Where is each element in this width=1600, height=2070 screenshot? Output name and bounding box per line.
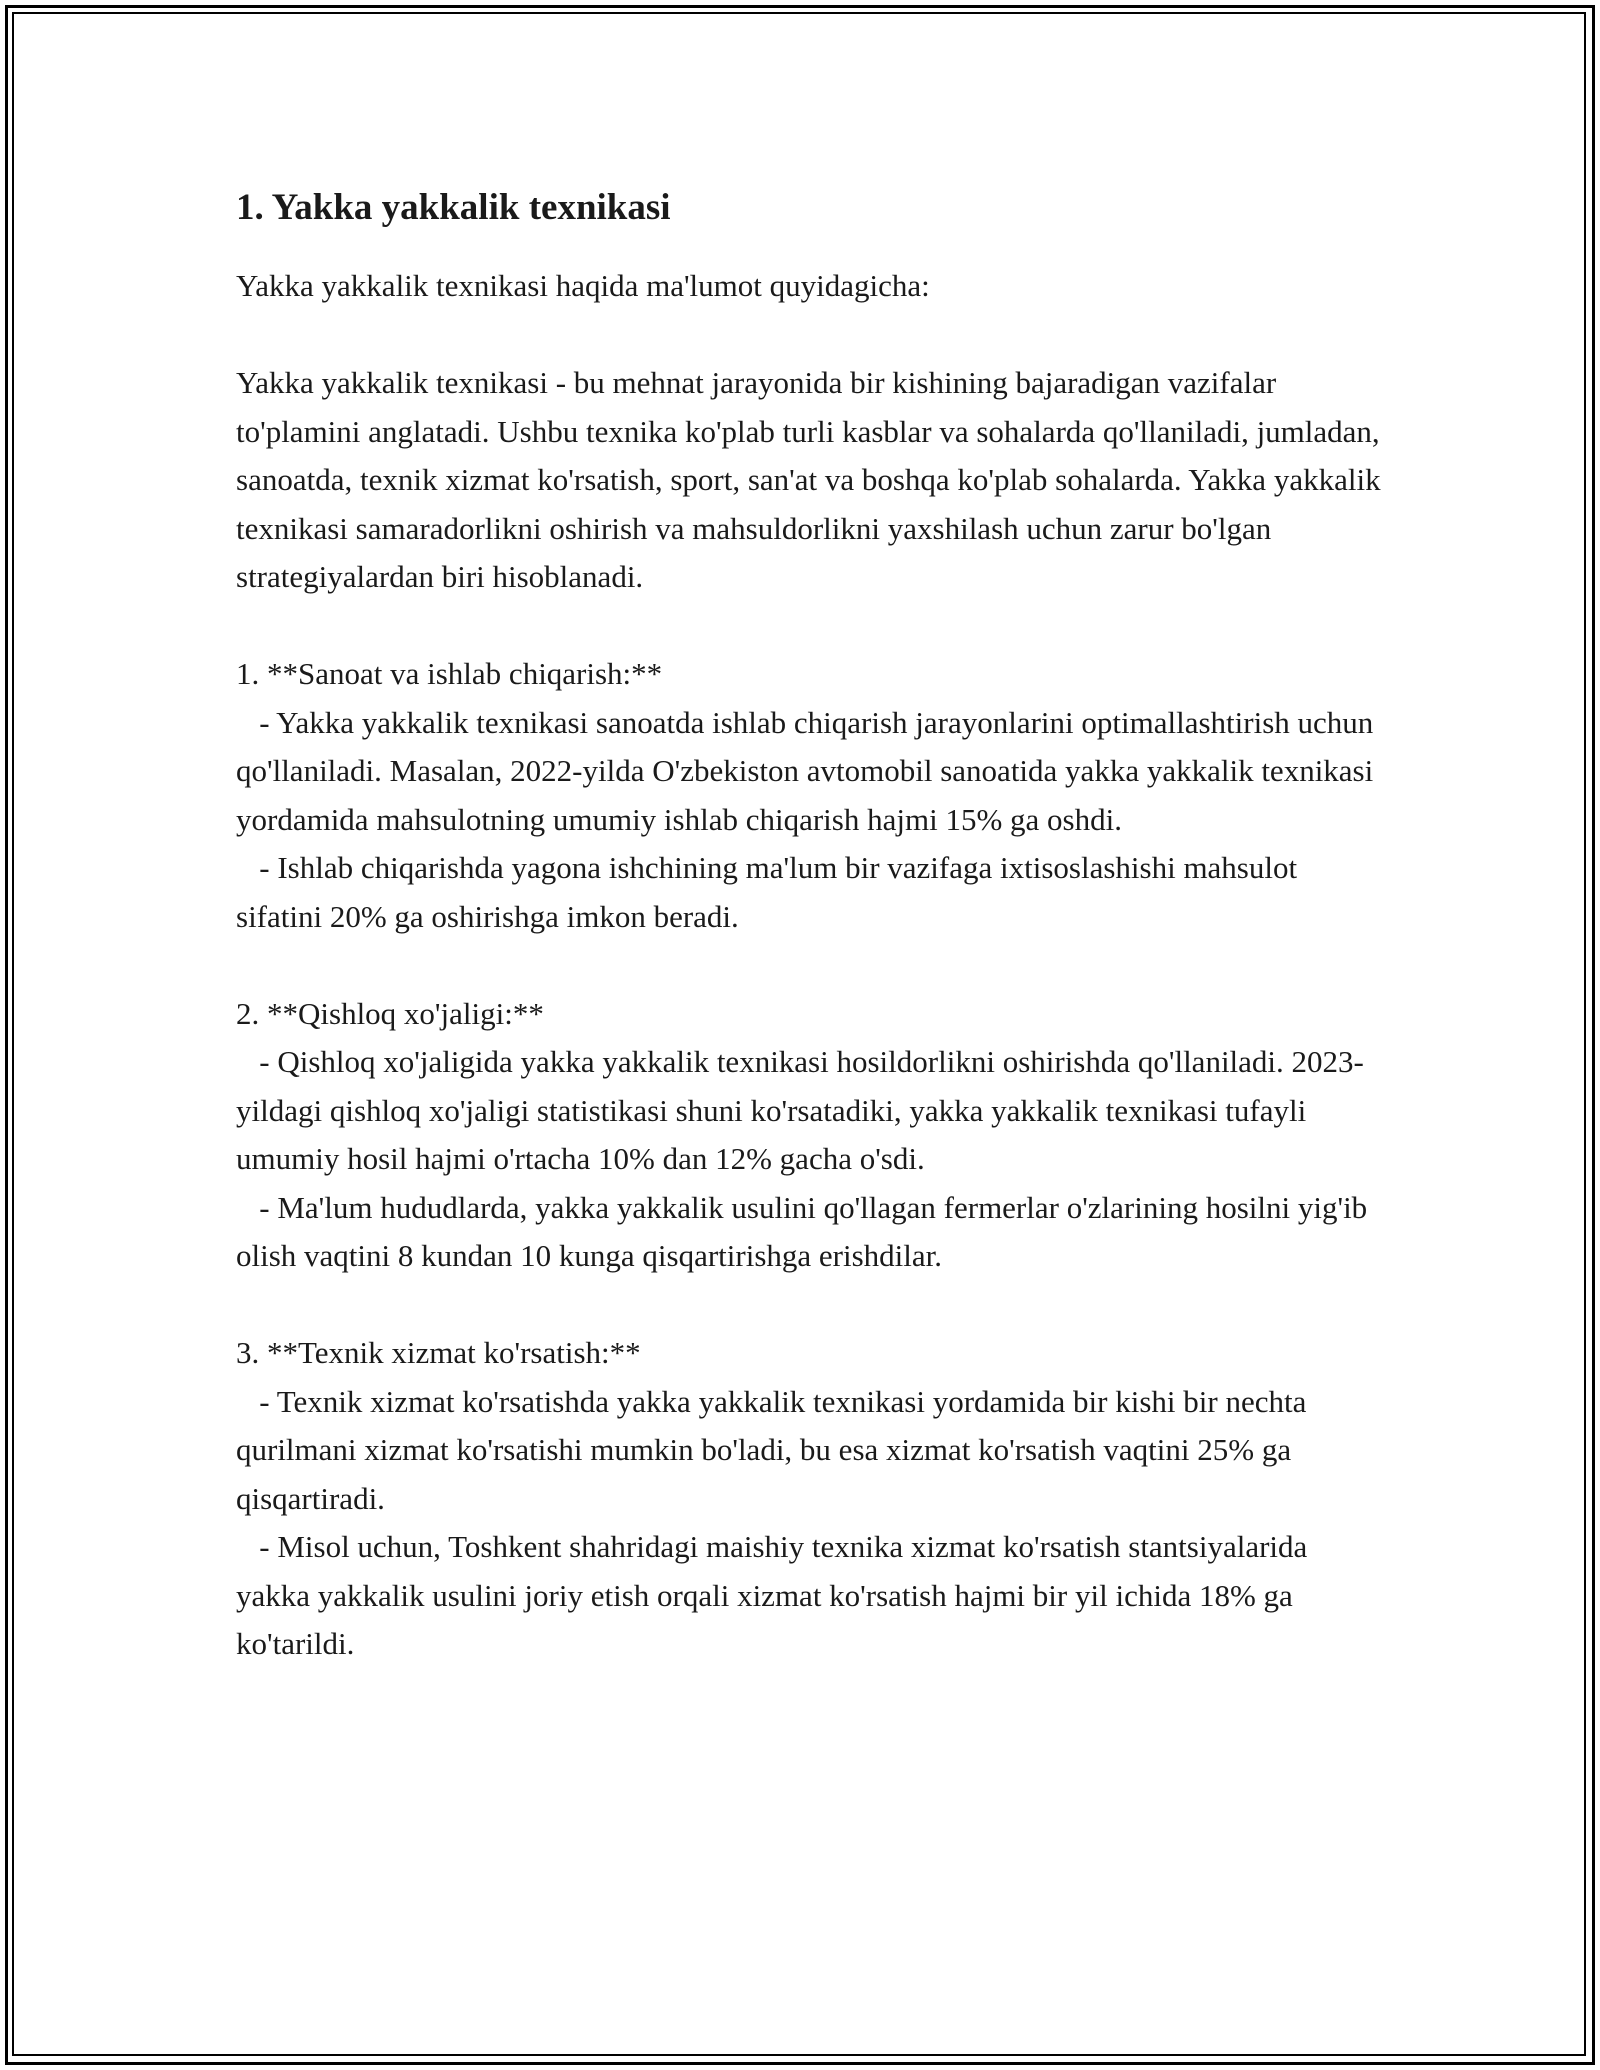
section-bullet: - Qishloq xo'jaligida yakka yakkalik texnikasi hosildorlikni oshirishda qo'llaniladi. 2023-yildagi qishloq xo'jaligi statistikasi shuni ko'rsatadiki, yakka yakkalik texnikasi tufayli umumiy hosil hajmi o'rtacha 10% dan 12% gacha o'sdi. — [236, 1044, 1364, 1177]
section-heading: 2. **Qishloq xo'jaligi:** — [236, 995, 544, 1031]
intro-paragraph: Yakka yakkalik texnikasi haqida ma'lumot quyidagicha: — [236, 268, 930, 304]
section-bullet: - Yakka yakkalik texnikasi sanoatda ishlab chiqarish jarayonlarini optimallashtirish uchun qo'llaniladi. Masalan, 2022-yilda O'zbekiston avtomobil sanoatida yakka yakkalik texnikasi yordamida mahsulotning umumiy ishlab chiqarish hajmi 15% ga oshdi. — [236, 704, 1382, 837]
section-agriculture — [236, 990, 1386, 1281]
section-technical-service — [236, 1329, 1386, 1669]
document-body — [236, 186, 1389, 1669]
section-industry — [236, 650, 1386, 941]
document-title: 1. Yakka yakkalik texnikasi — [236, 187, 671, 228]
section-heading: 1. **Sanoat va ishlab chiqarish:** — [236, 656, 663, 692]
section-bullet: - Ishlab chiqarishda yagona ishchining ma'lum bir vazifaga ixtisoslashishi mahsulot sifatini 20% ga oshirishga imkon beradi. — [236, 850, 1305, 934]
definition-paragraph: Yakka yakkalik texnikasi - bu mehnat jarayonida bir kishining bajaradigan vazifalar to'plamini anglatadi. Ushbu texnika ko'plab turli kasblar va sohalarda qo'llaniladi, jumladan, sanoatda, texnik xizmat ko'rsatish, sport, san'at va boshqa ko'plab sohalarda. Yakka yakkalik texnikasi samaradorlikni oshirish va mahsuldorlikni yaxshilash uchun zarur bo'lgan strategiyalardan biri hisoblanadi. — [236, 365, 1389, 595]
section-heading: 3. **Texnik xizmat ko'rsatish:** — [236, 1335, 641, 1371]
section-bullet: - Misol uchun, Toshkent shahridagi maishiy texnika xizmat ko'rsatish stantsiyalarida yakka yakkalik usulini joriy etish orqali xizmat ko'rsatish hajmi bir yil ichida 18% ga ko'tarildi. — [236, 1529, 1316, 1662]
section-bullet: - Texnik xizmat ko'rsatishda yakka yakkalik texnikasi yordamida bir kishi bir nechta qurilmani xizmat ko'rsatishi mumkin bo'ladi, bu esa xizmat ko'rsatish vaqtini 25% ga qisqartiradi. — [236, 1383, 1315, 1516]
section-bullet: - Ma'lum hududlarda, yakka yakkalik usulini qo'llagan fermerlar o'zlarining hosilni yig'ib olish vaqtini 8 kundan 10 kunga qisqartirishga erishdilar. — [236, 1189, 1375, 1274]
